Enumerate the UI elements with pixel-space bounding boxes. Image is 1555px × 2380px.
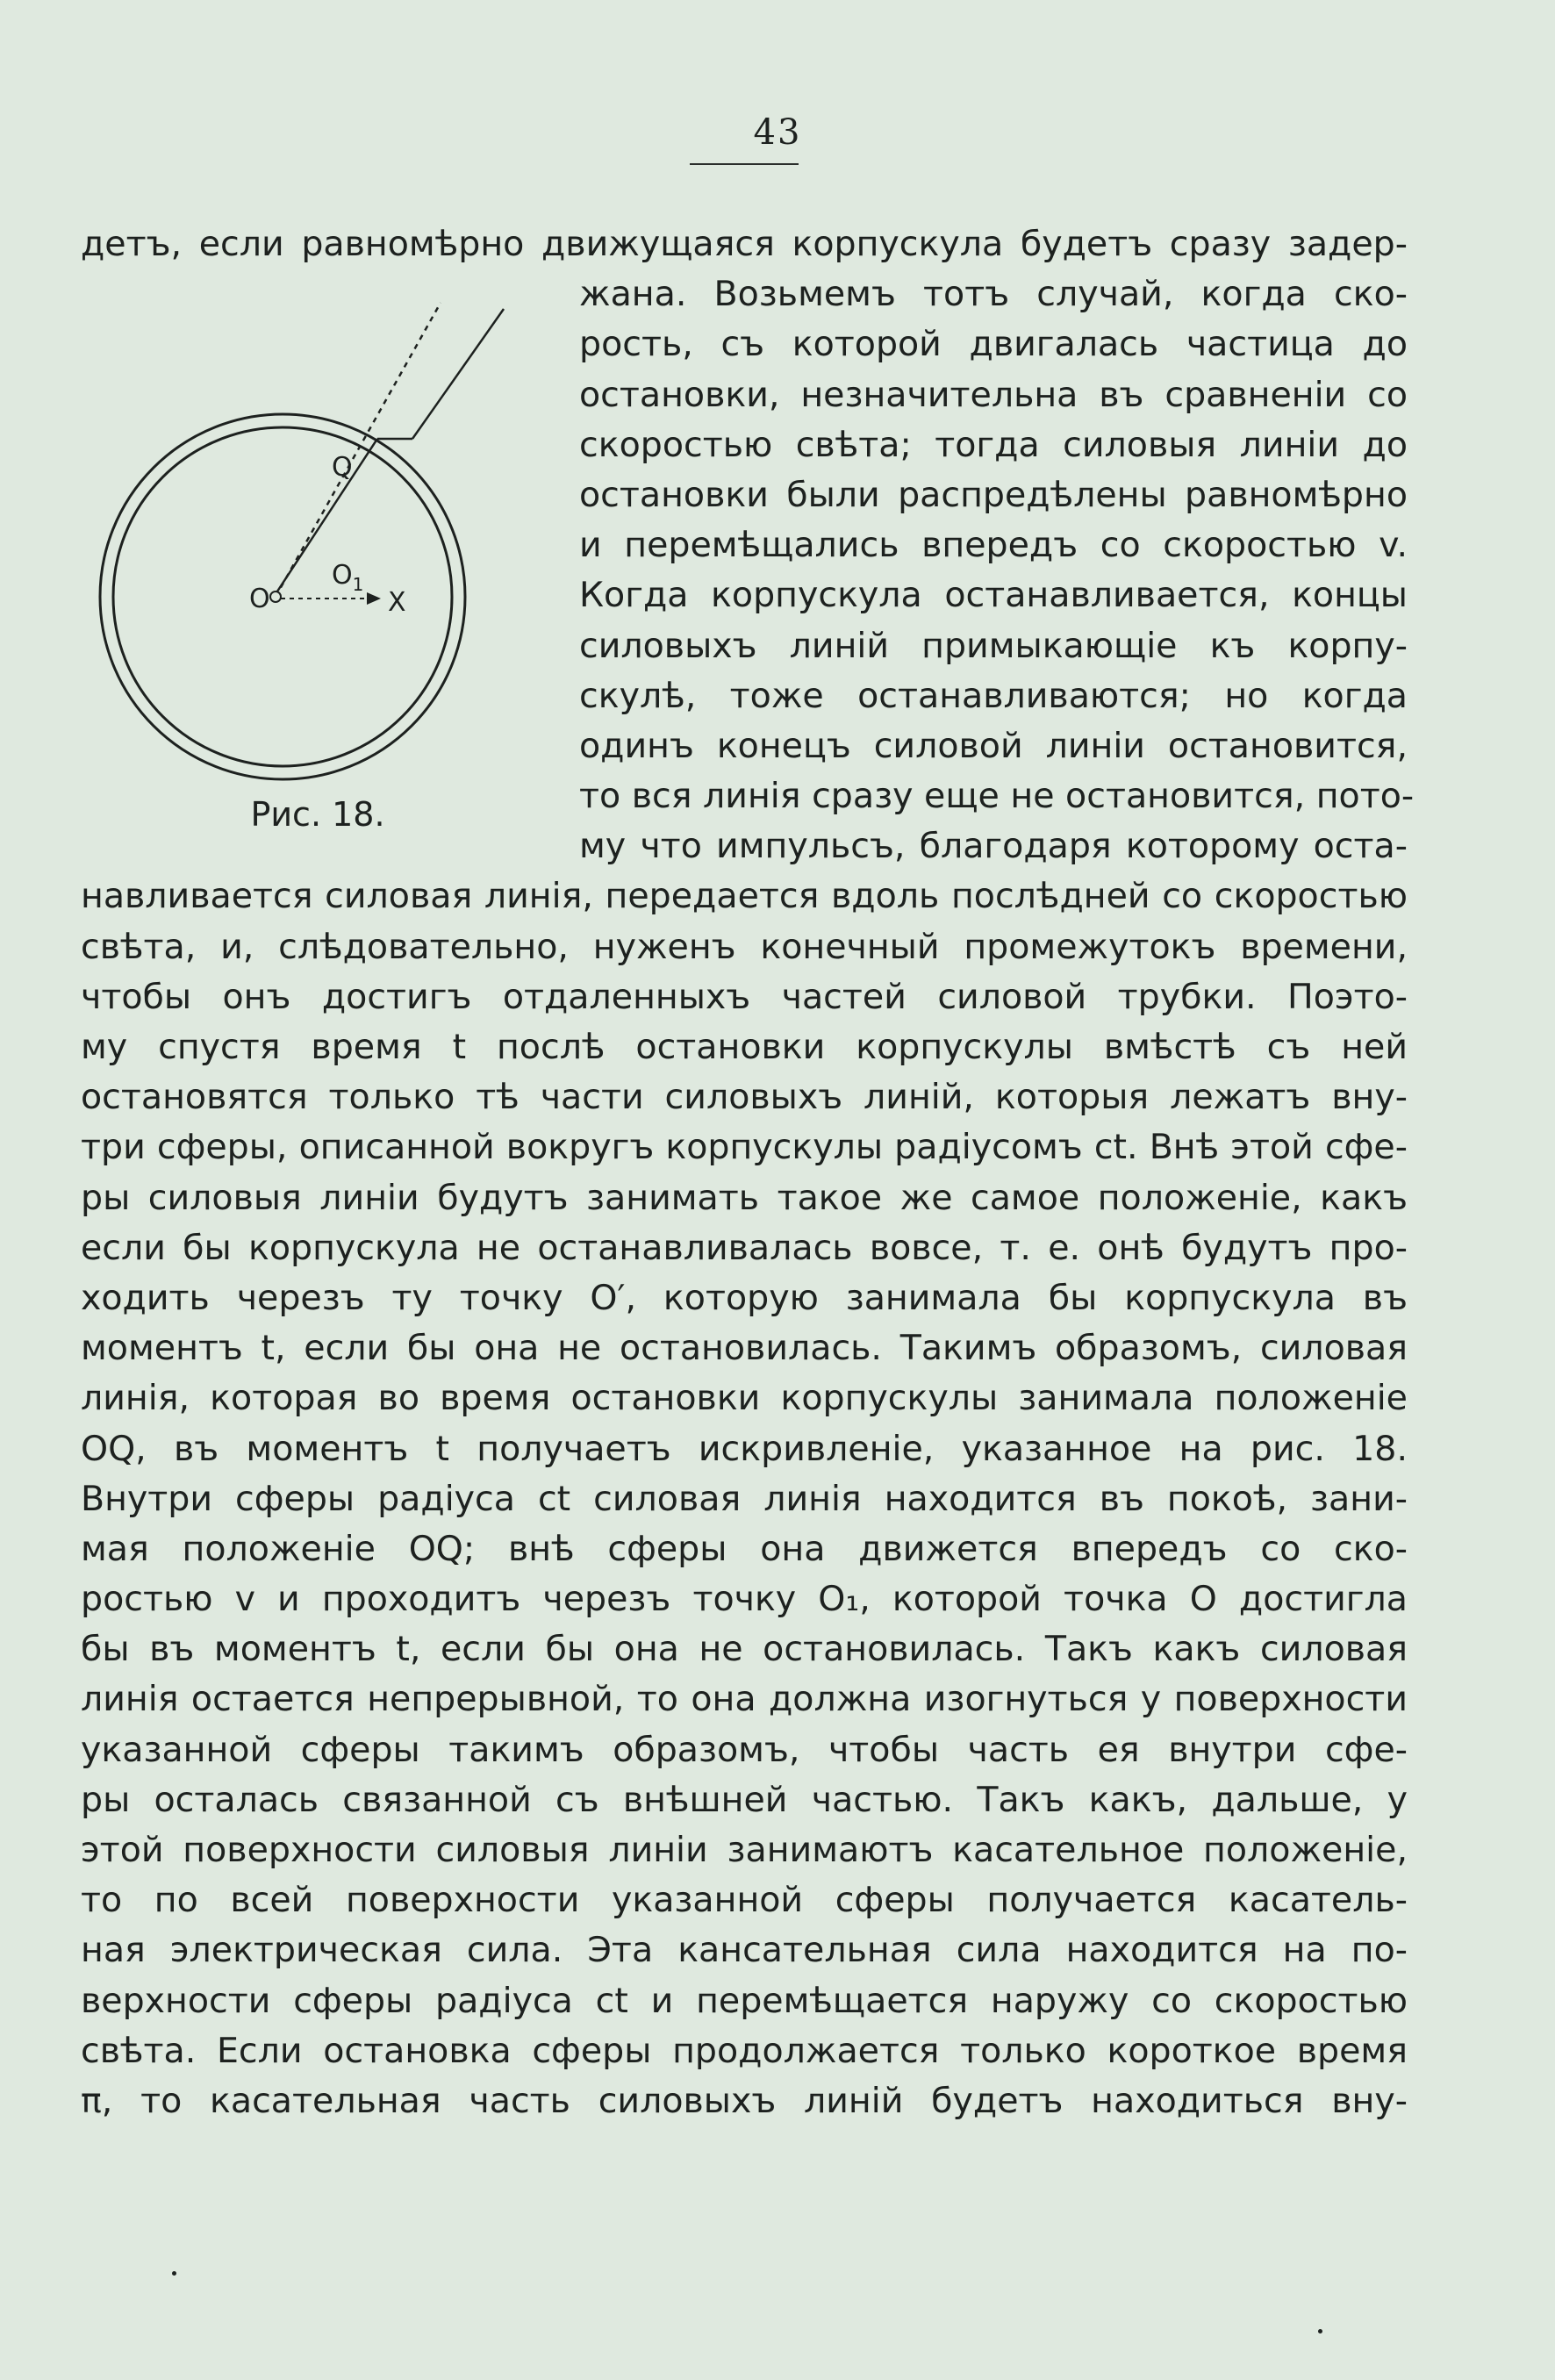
text-line: мая положеніе OQ; внѣ сферы она движется впередъ со ско- bbox=[81, 1528, 1408, 1569]
text-line: линія, которая во время остановки корпускулы занимала положеніе bbox=[81, 1378, 1408, 1419]
text-line: остановятся только тѣ части силовыхъ линій, которыя лежатъ вну- bbox=[81, 1077, 1408, 1118]
text-line: одинъ конецъ силовой линіи остановится, bbox=[579, 725, 1408, 766]
text-line: три сферы, описанной вокругъ корпускулы радіусомъ ct. Внѣ этой сфе- bbox=[81, 1127, 1408, 1168]
label-q: Q bbox=[332, 452, 353, 483]
text-line: то вся линія сразу еще не остановится, пото- bbox=[579, 776, 1415, 817]
text-line: бы въ моментъ t, если бы она не остановилась. Такъ какъ силовая bbox=[81, 1629, 1408, 1670]
text-line: ходить черезъ ту точку O′, которую занимала бы корпускула въ bbox=[81, 1277, 1408, 1318]
text-line: ростью v и проходитъ черезъ точку O₁, которой точка O достигла bbox=[81, 1579, 1408, 1620]
body-text bbox=[81, 219, 1415, 2126]
text-line: му что импульсъ, благодаря которому оста- bbox=[579, 826, 1408, 867]
text-line: OQ, въ моментъ t получаетъ искривленіе, указанное на рис. 18. bbox=[81, 1428, 1408, 1469]
text-line: ры осталась связанной съ внѣшней частью. Такъ какъ, дальше, у bbox=[81, 1779, 1408, 1820]
page-number: 43 bbox=[753, 112, 802, 153]
label-o1: $O_1$ bbox=[332, 560, 364, 595]
text-line: скоростью свѣта; тогда силовыя линіи до bbox=[579, 424, 1408, 465]
text-line: указанной сферы такимъ образомъ, чтобы часть ея внутри сфе- bbox=[81, 1729, 1408, 1770]
figure-caption: Рис. 18. bbox=[250, 795, 385, 834]
text-line: верхности сферы радіуса ct и перемѣщается наружу со скоростью bbox=[81, 1980, 1408, 2021]
speck-mark bbox=[172, 2271, 176, 2276]
text-line: силовыхъ линій примыкающіе къ корпу- bbox=[579, 625, 1408, 666]
text-line: то по всей поверхности указанной сферы получается касатель- bbox=[81, 1880, 1408, 1921]
speck-mark bbox=[1318, 2329, 1322, 2333]
text-line: свѣта, и, слѣдовательно, нуженъ конечный промежутокъ времени, bbox=[81, 926, 1408, 967]
text-line: навливается силовая линія, передается вдоль послѣдней со скоростью bbox=[81, 876, 1408, 917]
text-line: и перемѣщались впередъ со скоростью v. bbox=[579, 525, 1408, 566]
text-line: ры силовыя линіи будутъ занимать такое же самое положеніе, какъ bbox=[81, 1177, 1408, 1218]
label-x: X bbox=[388, 587, 406, 618]
text-line: Когда корпускула останавливается, концы bbox=[579, 575, 1408, 616]
text-line: детъ, если равномѣрно движущаяся корпускула будетъ сразу задер- bbox=[81, 224, 1408, 264]
text-line: ная электрическая сила. Эта кансательная сила находится на по- bbox=[81, 1930, 1408, 1971]
text-line: моментъ t, если бы она не остановилась. Такимъ образомъ, силовая bbox=[81, 1328, 1408, 1369]
text-line: остановки были распредѣлены равномѣрно bbox=[579, 474, 1408, 515]
text-line: свѣта. Если остановка сферы продолжается только короткое время bbox=[81, 2030, 1408, 2071]
page-number-rule bbox=[690, 163, 799, 165]
text-line: если бы корпускула не останавливалась вовсе, т. е. онѣ будутъ про- bbox=[81, 1227, 1408, 1268]
text-line: остановки, незначительна въ сравненіи со bbox=[579, 374, 1408, 415]
text-line: му спустя время t послѣ остановки корпускулы вмѣстѣ съ ней bbox=[81, 1027, 1408, 1067]
label-o: O bbox=[249, 584, 270, 614]
text-line: скулѣ, тоже останавливаются; но когда bbox=[579, 675, 1408, 716]
text-line: рость, съ которой двигалась частица до bbox=[579, 324, 1408, 365]
text-line: π, то касательная часть силовыхъ линій будетъ находиться вну- bbox=[81, 2080, 1408, 2121]
text-line: линія остается непрерывной, то она должна изогнуться у поверхности bbox=[81, 1679, 1408, 1720]
text-line: чтобы онъ достигъ отдаленныхъ частей силовой трубки. Поэто- bbox=[81, 976, 1408, 1017]
text-line: жана. Возьмемъ тотъ случай, когда ско- bbox=[579, 274, 1408, 315]
text-line: Внутри сферы радіуса ct силовая линія находится въ покоѣ, зани- bbox=[81, 1478, 1408, 1519]
text-line: этой поверхности силовыя линіи занимаютъ касательное положеніе, bbox=[81, 1830, 1408, 1870]
